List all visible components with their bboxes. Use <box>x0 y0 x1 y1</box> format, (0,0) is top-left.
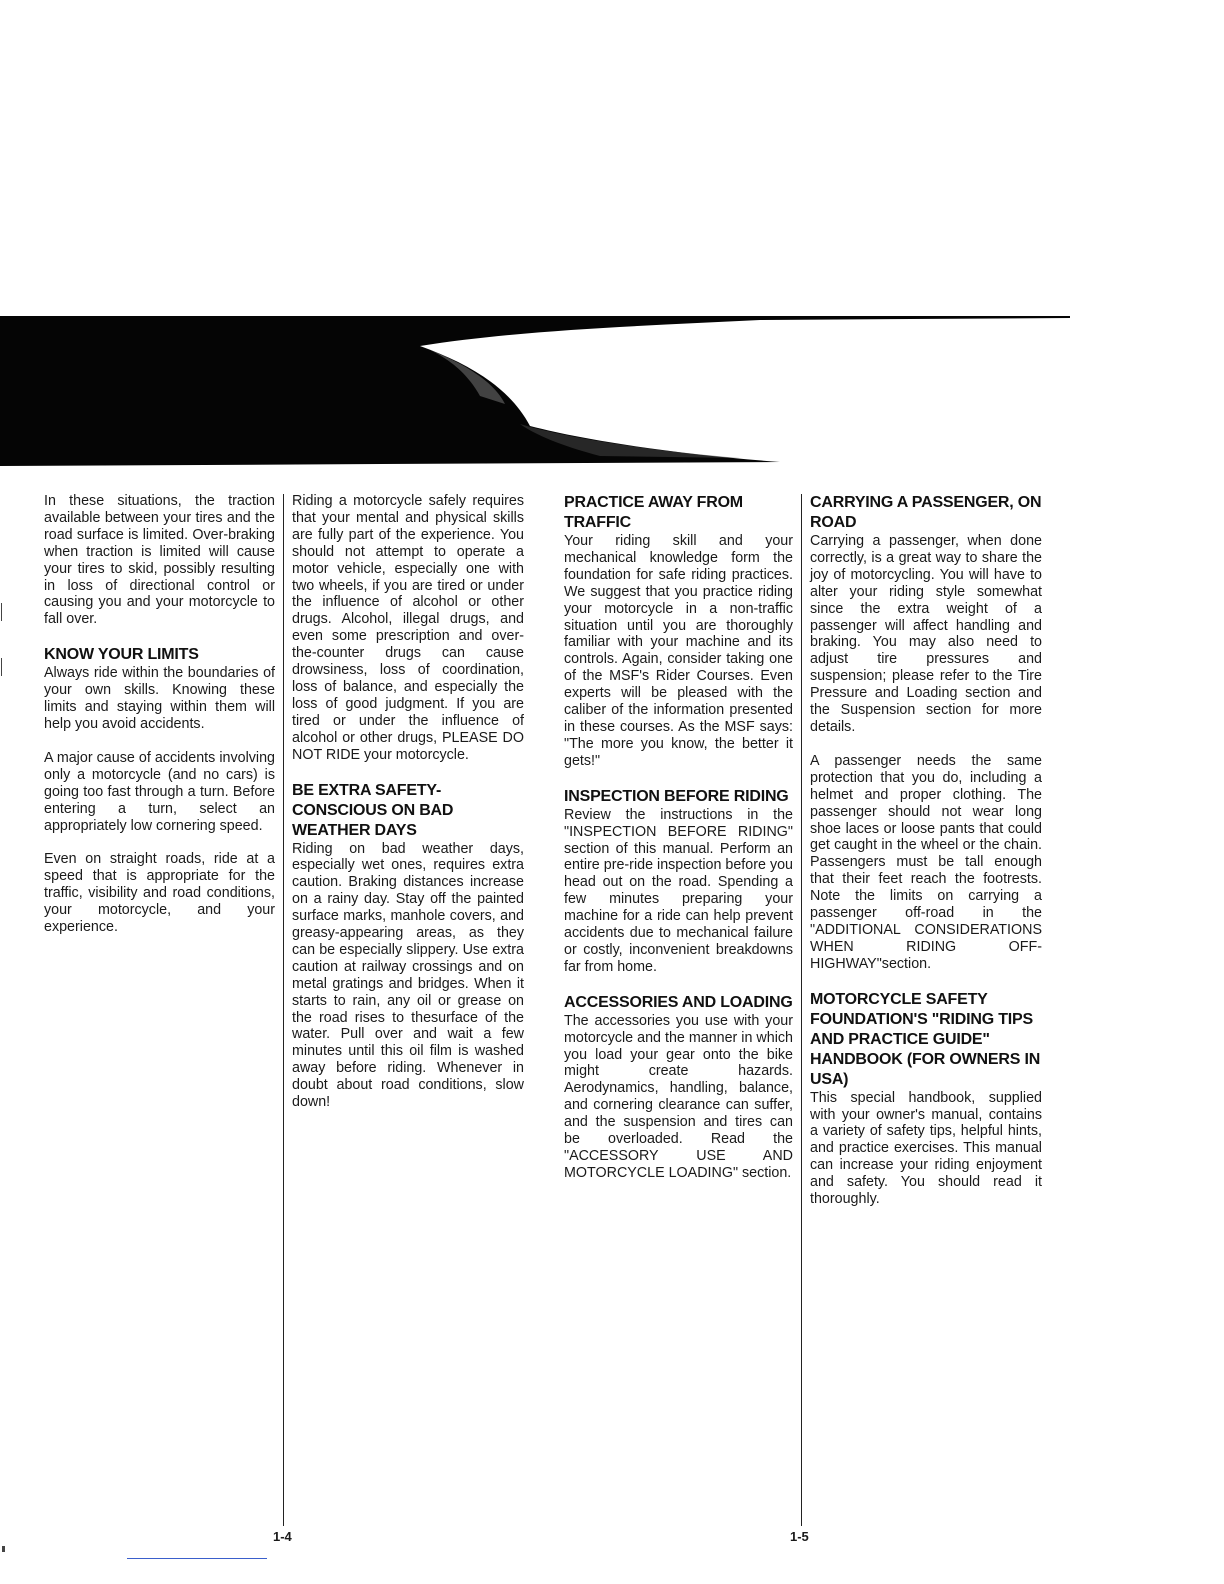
paragraph: Even on straight roads, ride at a speed that is appropriate for the traffic, visibility and road conditions, your motorcycle, and your experience. <box>44 851 275 936</box>
page-number-left: 1-4 <box>273 1529 292 1544</box>
heading-accessories: ACCESSORIES AND LOADING <box>564 993 793 1011</box>
paragraph: Always ride within the boundaries of your own skills. Knowing these limits and staying within them will help you avoid accidents. <box>44 665 275 732</box>
heading-practice-away: PRACTICE AWAY FROM TRAFFIC <box>564 494 743 531</box>
footer-line <box>127 1558 267 1559</box>
paragraph: Riding on bad weather days, especially wet ones, requires extra caution. Braking distances increase on a rainy day. Stay off the painted surface marks, manhole covers, and greasy-appearing areas, as they can be especially slippery. Use extra caution at railway crossings and on metal gratings and bridges. When it starts to rain, any oil or grease on the road rises to thesurface of the water. Pull over and wait a few minutes until this oil film is washed away before riding. Whenever in doubt about road conditions, slow down! <box>292 840 524 1111</box>
paragraph: In these situations, the traction available between your tires and the road surface is limited. Over-braking when traction is limited will cause your tires to skid, possibly resulting in loss of directional control or causing you and your motorcycle to fall over. <box>44 493 275 628</box>
paragraph: Review the instructions in the "INSPECTION BEFORE RIDING" section of this manual. Perform an entire pre-ride inspection before you head out on the road. Spending a few minutes preparing your machine for a ride can help prevent accidents due to mechanical failure or costly, inconvenient breakdowns far from home. <box>564 806 793 975</box>
column-2 <box>292 493 524 1128</box>
page-number-right: 1-5 <box>790 1529 809 1544</box>
column-4 <box>810 493 1042 1225</box>
paragraph: This special handbook, supplied with your owner's manual, contains a variety of safety tips, helpful hints, and practice exercises. This manual can increase your riding enjoyment and safety. You should read it thoroughly. <box>810 1089 1042 1208</box>
paragraph: The accessories you use with your motorcycle and the manner in which you load your gear onto the bike might create hazards. Aerodynamics, handling, balance, and cornering clearance can suffer, and the suspension and tires can be overloaded. Read the "ACCESSORY USE AND MOTORCYCLE LOADING" section. <box>564 1012 793 1181</box>
heading-msf-handbook: MOTORCYCLE SAFETY FOUNDATION'S "RIDING TIPS AND PRACTICE GUIDE" HANDBOOK (FOR OWNERS IN USA) <box>810 990 1041 1088</box>
scan-mark <box>1 658 2 676</box>
paragraph: Riding a motorcycle safely requires that your mental and physical skills are fully part of the experience. You should not attempt to operate a motor vehicle, especially one with two wheels, if you are tired or under the influence of alcohol or other drugs. Alcohol, illegal drugs, and even some prescription and over-the-counter drugs can cause drowsiness, loss of coordination, loss of balance, and especially the loss of good judgment. If you are tired or under the influence of alcohol or other drugs, PLEASE DO NOT RIDE your motorcycle. <box>292 493 524 763</box>
heading-inspection: INSPECTION BEFORE RIDING <box>564 787 789 805</box>
header-banner <box>0 316 1224 466</box>
paragraph: Carrying a passenger, when done correctly, is a great way to share the joy of motorcycling. You will have to alter your riding style somewhat since the extra weight of a passenger will affect handling and braking. You may also need to adjust tire pressures and suspension; please refer to the Tire Pressure and Loading section and the Suspension section for more details. <box>810 533 1042 735</box>
column-divider <box>801 494 802 1526</box>
column-divider <box>283 494 284 1526</box>
paragraph: A passenger needs the same protection that you do, including a helmet and proper clothing. The passenger should not wear long shoe laces or loose pants that could get caught in the wheel or the chain. Passengers must be tall enough that their feet reach the footrests. Note the limits on carrying a passenger off-road in the "ADDITIONAL CONSIDERATIONS WHEN RIDING OFF-HIGHWAY"section. <box>810 752 1042 972</box>
heading-carrying-passenger: CARRYING A PASSENGER, ON ROAD <box>810 494 1042 531</box>
paragraph: Your riding skill and your mechanical knowledge form the foundation for safe riding practices. We suggest that you practice riding your motorcycle in a non-traffic situation until you are thoroughly familiar with your machine and its controls. Again, consider taking one of the MSF's Rider Courses. Even experts will be pleased with the caliber of the information presented in these courses. As the MSF says: "The more you know, the better it gets!" <box>564 533 793 769</box>
scan-mark <box>1 603 2 621</box>
column-3 <box>564 493 793 1199</box>
column-1 <box>44 493 275 953</box>
heading-know-your-limits: KNOW YOUR LIMITS <box>44 646 199 664</box>
heading-bad-weather: BE EXTRA SAFETY-CONSCIOUS ON BAD WEATHER DAYS <box>292 781 454 839</box>
paragraph: A major cause of accidents involving only a motorcycle (and no cars) is going too fast through a turn. Before entering a turn, select an appropriately low cornering speed. <box>44 749 275 834</box>
scan-mark <box>2 1546 5 1552</box>
